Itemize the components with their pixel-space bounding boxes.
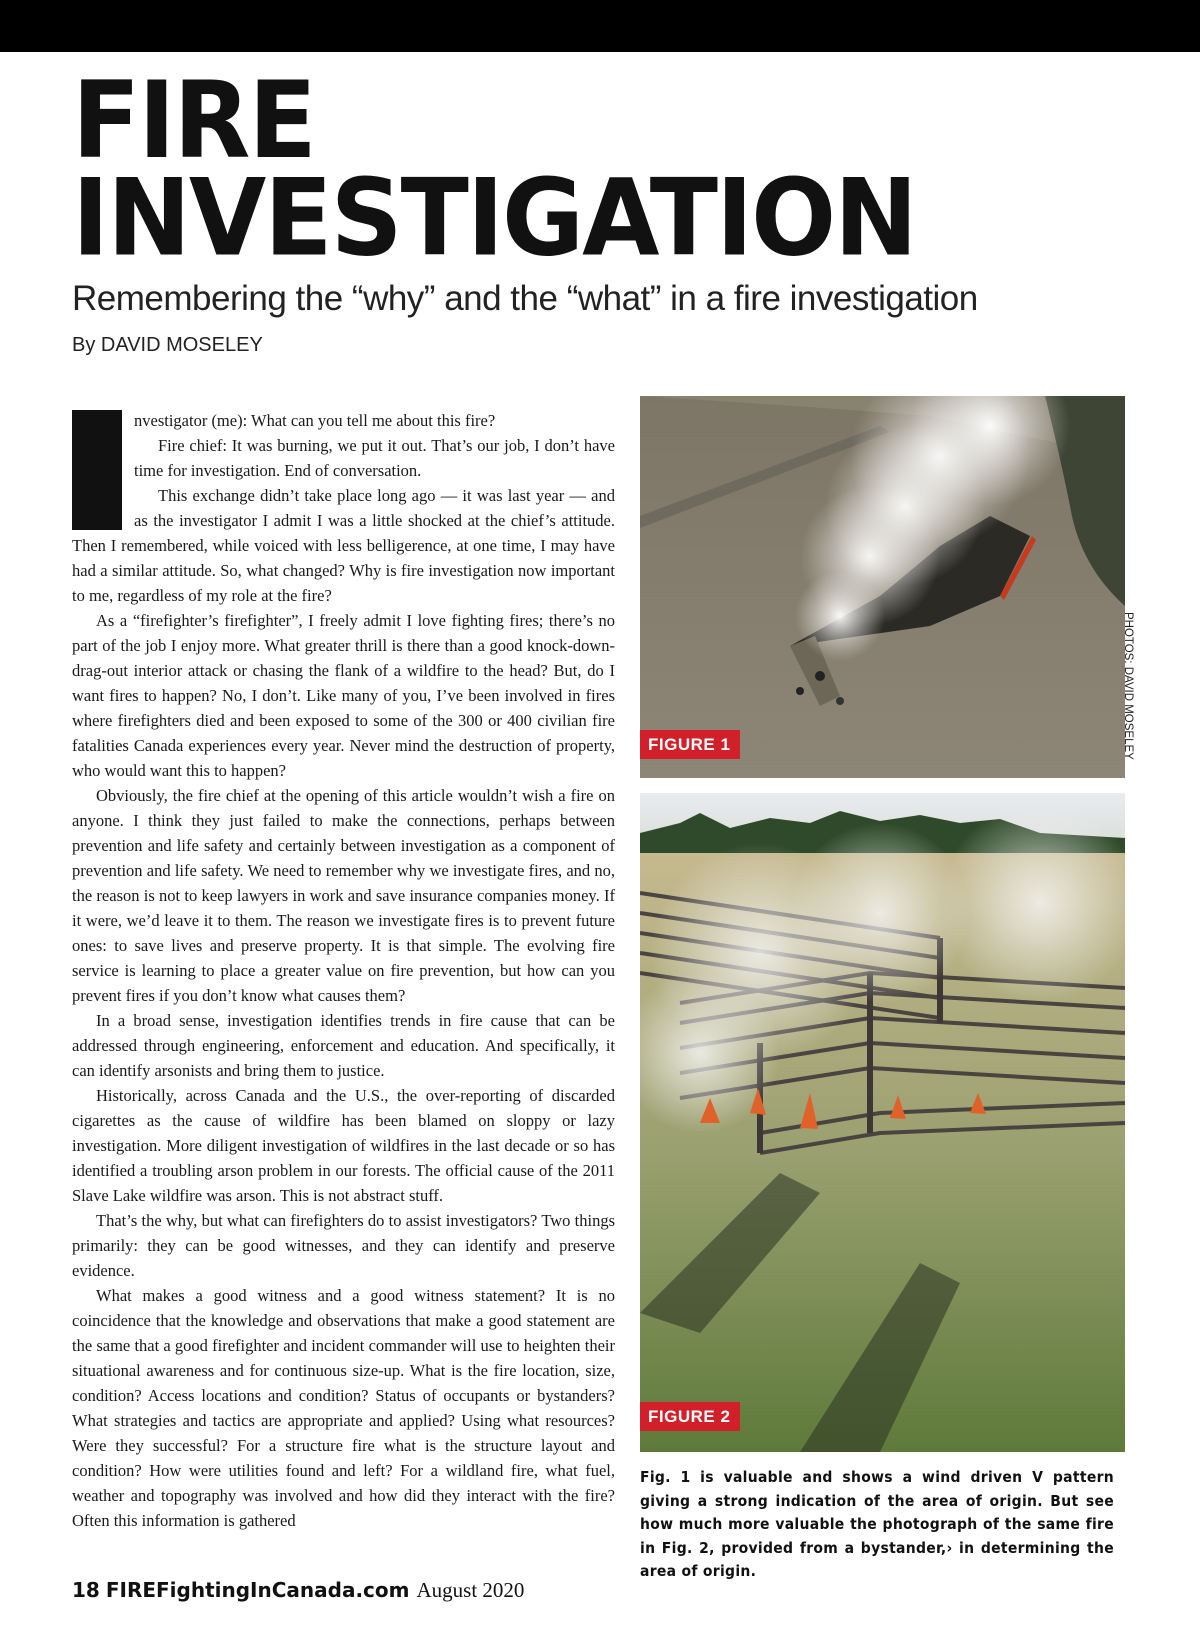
paragraph: Fire chief: It was burning, we put it out. That’s our job, I don’t have time for investigation. End of conversation. [134, 436, 615, 480]
paragraph: Historically, across Canada and the U.S., the over-reporting of discarded cigarettes as the cause of wildfire has been blamed on sloppy or lazy investigation. More diligent investigation of wildfires in the last decade or so has identified a troubling arson problem in our forests. The official cause of the 2011 Slave Lake wildfire was arson. This is not abstract stuff. [72, 1086, 615, 1205]
figure-2-label: FIGURE 2 [640, 1402, 740, 1431]
fence-fire-illustration [640, 793, 1125, 1452]
photo-credit-text: PHOTOS: DAVID MOSELEY [1122, 612, 1134, 760]
figure-1-label: FIGURE 1 [640, 730, 740, 759]
headline-line-1: FIRE [72, 58, 315, 183]
page-number: 18 [72, 1578, 100, 1602]
photo-credit [1119, 612, 1137, 772]
paragraph: In a broad sense, investigation identifies trends in fire cause that can be addressed through engineering, enforcement and education. And specifically, it can identify arsonists and bring them to justice. [72, 1011, 615, 1080]
subtitle: Remembering the “why” and the “what” in a fire investigation [72, 279, 978, 318]
paragraph: What makes a good witness and a good witness statement? It is no coincidence that the knowledge and observations that make a good statement are the same that a good firefighter and incident commander will use to heighten their situational awareness and for continuous size-up. What is the fire location, size, condition? Access locations and condition? Status of occupants or bystanders? What strategies and tactics are appropriate and applied? Using what resources? Were they successful? For a structure fire what is the structure layout and condition? How were utilities found and left? For a wildland fire, what fuel, weather and topography was involved and how did they interact with the fire? Often this information is gathered [72, 1286, 615, 1530]
figure-caption: Fig. 1 is valuable and shows a wind driven V pattern giving a strong indication of the area of origin. But see how much more valuable the photograph of the same fire in Fig. 2, provided from a bystander,› in determining the area of origin. [640, 1468, 1114, 1580]
paragraph: As a “firefighter’s firefighter”, I freely admit I love fighting fires; there’s no part of the job I enjoy more. What greater thrill is there than a good knock-down-drag-out interior attack or chasing the flank of a wildfire to the head? But, do I want fires to happen? No, I don’t. Like many of you, I’ve been involved in fires where firefighters died and been exposed to some of the 300 or 400 civilian fire fatalities Canada experiences every year. Never mind the destruction of property, who would want this to happen? [72, 611, 615, 780]
page-footer [72, 1578, 524, 1603]
top-bar [0, 0, 1200, 52]
aerial-fire-illustration [640, 396, 1125, 778]
site-name: FIREFightingInCanada.com [105, 1578, 410, 1602]
headline [72, 58, 916, 280]
issue-date: August 2020 [416, 1578, 525, 1602]
paragraph: This exchange didn’t take place long ago — it was last year — and as the investigator I admit I was a little shocked at the chief’s attitude. Then I remembered, while voiced with less belligerence, at one time, I may have had a similar attitude. So, what changed? Why is fire investigation now important to me, regardless of my role at the fire? [72, 486, 615, 605]
drop-cap-i [72, 410, 122, 530]
byline: By DAVID MOSELEY [72, 334, 263, 356]
paragraph: That’s the why, but what can firefighters do to assist investigators? Two things primarily: they can be good witnesses, and they can identify and preserve evidence. [72, 1211, 615, 1280]
article-body [72, 408, 615, 1558]
figure-2-photo [640, 793, 1125, 1452]
paragraph: Obviously, the fire chief at the opening of this article wouldn’t wish a fire on anyone. I think they just failed to make the connections, perhaps between prevention and life safety and certainly between investigation as a component of prevention and life safety. We need to remember why we investigate fires, and no, the reason is not to keep lawyers in work and save insurance companies money. If it were, we’d leave it to them. The reason we investigate fires is to prevent future ones: to save lives and preserve property. It is that simple. The evolving fire service is learning to place a greater value on fire prevention, but how can you prevent fires if you don’t know what causes them? [72, 786, 615, 1005]
figure-1-photo [640, 396, 1125, 778]
headline-line-2: INVESTIGATION [72, 155, 916, 280]
paragraph: nvestigator (me): What can you tell me about this fire? [134, 411, 496, 430]
